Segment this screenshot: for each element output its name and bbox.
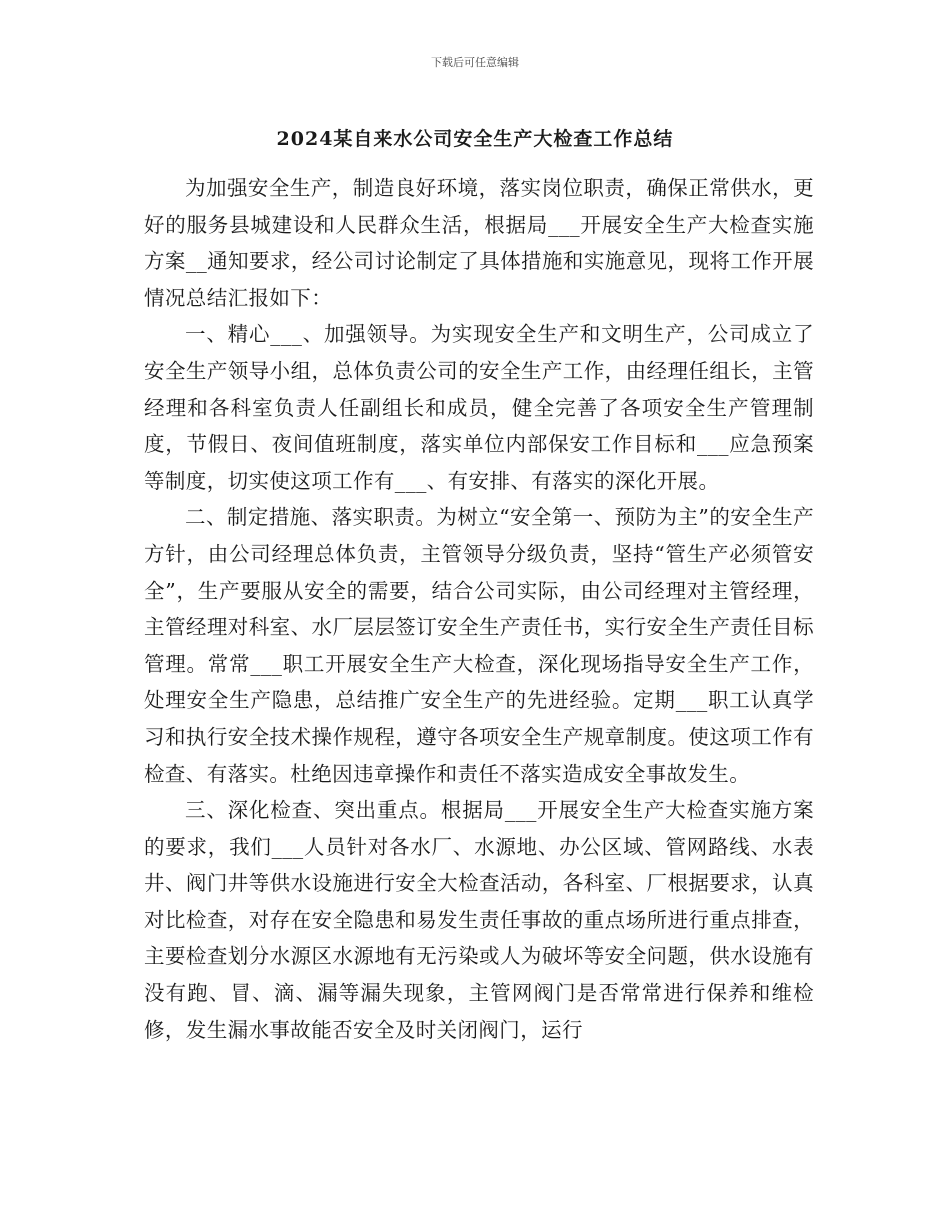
paragraph-section-2: 二、制定措施、落实职责。为树立“安全第一、预防为主”的安全生产方针，由公司经理总体负责，主管领导分级负责，坚持“管生产必须管安全”，生产要服从安全的需要，结合公司实际，由公司经理对主管经理，主管经理对科室、水厂层层签订安全生产责任书，实行安全生产责任目标管理。常常___职工开展安全生产大检查，深化现场指导安全生产工作，处理安全生产隐患，总结推广安全生产的先进经验。定期___职工认真学习和执行安全技术操作规程，遵守各项安全生产规章制度。使这项工作有检查、有落实。杜绝因违章操作和责任不落实造成安全事故发生。 [144, 505, 814, 786]
paragraph-section-3: 三、深化检查、突出重点。根据局___开展安全生产大检查实施方案的要求，我们___人员针对各水厂、水源地、办公区域、管网路线、水表井、阀门井等供水设施进行安全大检查活动，各科室、厂根据要求，认真对比检查，对存在安全隐患和易发生责任事故的重点场所进行重点排查，主要检查划分水源区水源地有无污染或人为破坏等安全问题，供水设施有没有跑、冒、滴、漏等漏失现象，主管网阀门是否常常进行保养和维检修，发生漏水事故能否安全及时关闭阀门，运行 [144, 798, 814, 1042]
paragraph-section-1: 一、精心___、加强领导。为实现安全生产和文明生产，公司成立了安全生产领导小组，总体负责公司的安全生产工作，由经理任组长，主管经理和各科室负责人任副组长和成员，健全完善了各项安全生产管理制度，节假日、夜间值班制度，落实单位内部保安工作目标和___应急预案等制度，切实使这项工作有___、有安排、有落实的深化开展。 [144, 322, 814, 493]
header-note: 下载后可任意编辑 [431, 56, 519, 69]
document-body [144, 170, 814, 1048]
document-title: 2024某自来水公司安全生产大检查工作总结 [276, 128, 674, 150]
paragraph-intro: 为加强安全生产，制造良好环境，落实岗位职责，确保正常供水，更好的服务县城建设和人民群众生活，根据局___开展安全生产大检查实施方案__通知要求，经公司讨论制定了具体措施和实施意见，现将工作开展情况总结汇报如下： [144, 176, 814, 310]
